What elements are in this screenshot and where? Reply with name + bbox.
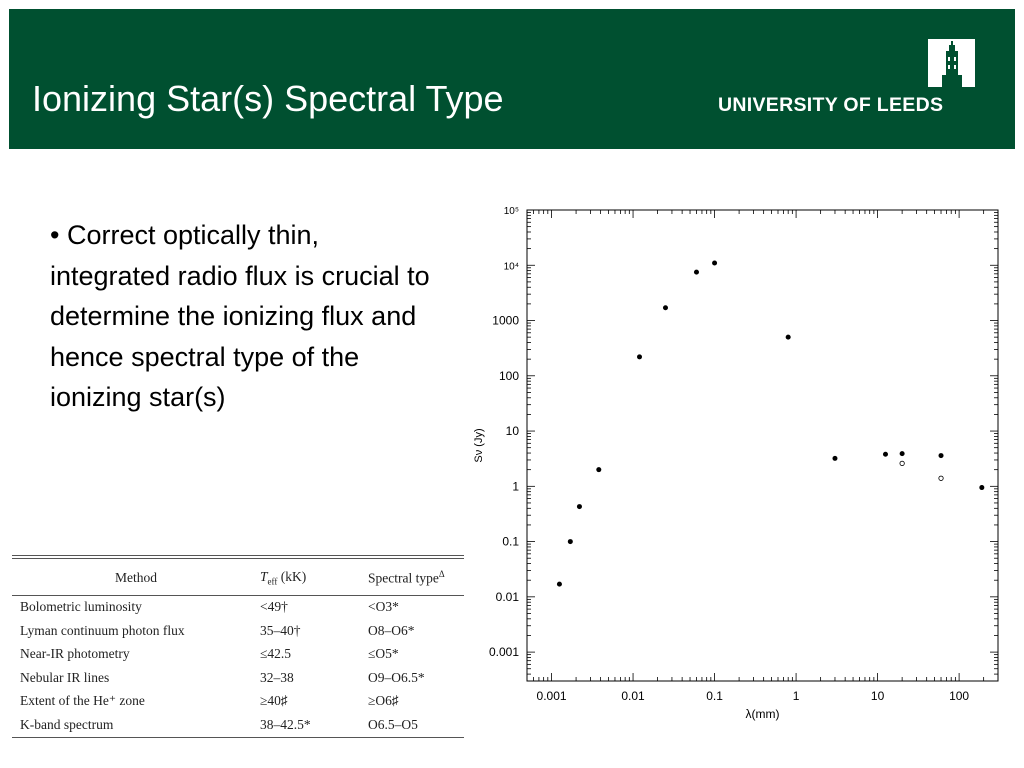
- data-point: [786, 335, 791, 340]
- data-point: [557, 582, 562, 587]
- y-tick-label: 10⁴: [503, 261, 519, 273]
- table-row: [12, 666, 464, 690]
- y-tick-label: 0.1: [502, 534, 519, 549]
- data-point: [596, 467, 601, 472]
- table-row: [12, 690, 464, 714]
- x-tick-label: 0.01: [621, 689, 645, 703]
- cell-spectral-type: ≤O5*: [368, 646, 399, 662]
- data-point: [568, 539, 573, 544]
- cell-method: Bolometric luminosity: [20, 599, 142, 615]
- table-row: [12, 643, 464, 667]
- data-point-open: [939, 476, 943, 480]
- data-point: [637, 354, 642, 359]
- table-row: [12, 713, 464, 737]
- slide-title: Ionizing Star(s) Spectral Type: [32, 78, 504, 119]
- cell-spectral-type: <O3*: [368, 599, 399, 615]
- y-tick-label: 0.01: [495, 589, 519, 604]
- cell-teff: 32–38: [260, 669, 294, 685]
- data-point: [663, 305, 668, 310]
- spectral-type-table: [12, 555, 464, 738]
- cell-spectral-type: O6.5–O5: [368, 713, 464, 737]
- university-logo-text: UNIVERSITY OF LEEDS: [718, 94, 944, 116]
- y-axis-label: Sν (Jy): [473, 428, 485, 463]
- x-tick-label: 0.1: [706, 689, 723, 703]
- data-point: [712, 260, 717, 265]
- cell-method: Lyman continuum photon flux: [20, 622, 185, 638]
- cell-spectral-type: ≥O6♯: [368, 693, 399, 709]
- cell-teff: ≤42.5: [260, 646, 292, 662]
- cell-spectral-type: O9–O6.5*: [368, 669, 425, 685]
- y-tick-label: 0.001: [488, 645, 519, 660]
- data-point: [832, 456, 837, 461]
- data-point: [900, 451, 905, 456]
- table-row: [12, 619, 464, 643]
- cell-teff: 38–42.5*: [260, 713, 368, 737]
- cell-teff: <49†: [260, 599, 288, 615]
- bullet-point: • Correct optically thin, integrated radio flux is crucial to determine the ionizing flux and hence spectral type of the ionizing star(s): [50, 220, 430, 412]
- x-tick-label: 0.001: [536, 689, 567, 703]
- cell-method: Extent of the He⁺ zone: [20, 693, 145, 709]
- y-tick-label: 10: [505, 424, 519, 439]
- data-point-open: [900, 461, 904, 465]
- x-tick-label: 100: [949, 689, 970, 703]
- y-tick-label: 100: [498, 368, 519, 383]
- header-method: Method: [12, 559, 260, 596]
- data-point: [883, 452, 888, 457]
- x-axis-label: λ(mm): [745, 707, 780, 721]
- x-tick-label: 10: [870, 689, 885, 703]
- x-tick-label: 1: [792, 689, 800, 703]
- data-point: [979, 485, 984, 490]
- header-spectral-type: Spectral type$^\Delta$: [368, 559, 464, 596]
- y-tick-label: 1000: [492, 313, 519, 328]
- cell-spectral-type: O8–O6*: [368, 622, 415, 638]
- cell-teff: 35–40†: [260, 622, 301, 638]
- data-point: [577, 504, 582, 509]
- header-teff: $T_{eff}$ (kK): [260, 559, 368, 596]
- data-point: [939, 453, 944, 458]
- y-tick-label: 10⁵: [503, 206, 519, 217]
- cell-teff: ≥40♯: [260, 693, 288, 709]
- cell-method: K-band spectrum: [12, 713, 260, 737]
- cell-method: Near-IR photometry: [20, 646, 130, 662]
- plot-frame: [527, 210, 998, 681]
- table-row: [12, 595, 464, 619]
- cell-method: Nebular IR lines: [20, 669, 110, 685]
- y-tick-label: 1: [512, 479, 519, 494]
- data-point: [694, 270, 699, 275]
- university-tower-logo-icon: [928, 39, 975, 87]
- sed-scatter-plot: [465, 195, 1010, 725]
